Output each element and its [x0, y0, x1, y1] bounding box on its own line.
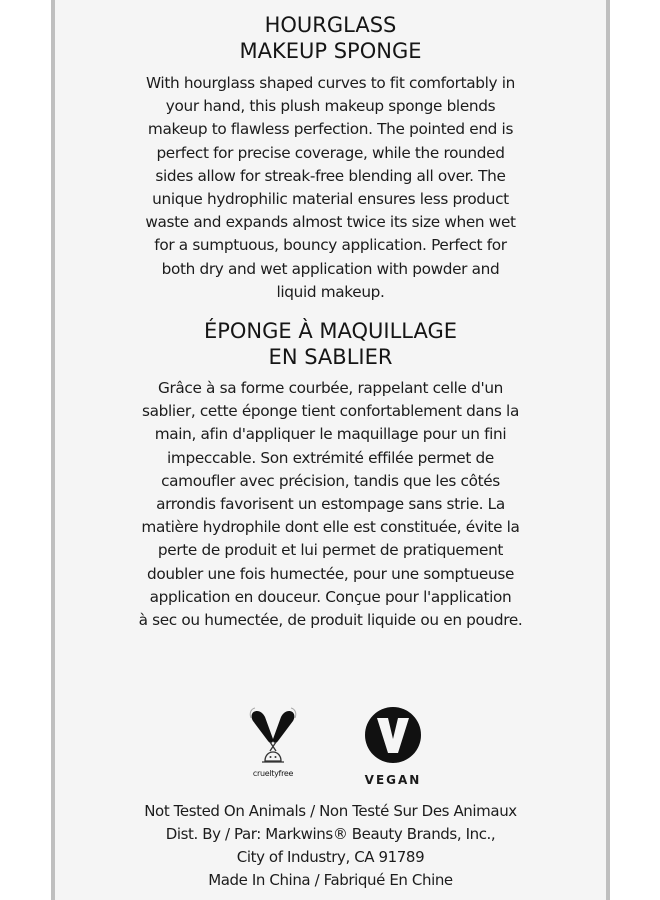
bunny-ears-icon: [248, 705, 298, 767]
english-description-line: both dry and wet application with powder and: [161, 259, 500, 278]
english-description-line: unique hydrophilic material ensures less product: [152, 190, 509, 209]
certification-badges: [55, 705, 606, 795]
english-description-line: perfect for precise coverage, while the rounded: [156, 143, 505, 162]
vegan-badge: [358, 705, 428, 787]
french-title: [55, 318, 606, 370]
french-description-line: perte de produit et lui permet de pratiquement: [157, 541, 504, 560]
english-description-line: liquid makeup.: [276, 282, 385, 301]
english-description-line: With hourglass shaped curves to fit comfortably in: [145, 74, 516, 92]
french-description-line: impeccable. Son extrémité effilée permet de: [167, 448, 494, 467]
cruelty-free-badge: [238, 705, 308, 778]
cruelty-free-label: crueltyfree: [252, 769, 294, 778]
english-title: [55, 12, 606, 64]
english-title-line: HOURGLASS: [264, 13, 397, 37]
french-description-line: matière hydrophile dont elle est constituée, évite la: [141, 518, 520, 537]
english-description-line: for a sumptuous, bouncy application. Perfect for: [154, 236, 507, 255]
vegan-v-icon: [363, 705, 423, 765]
label-footer: [55, 800, 606, 892]
french-description-line: sablier, cette éponge tient confortablement dans la: [142, 402, 519, 421]
distributor-line: Dist. By / Par: Markwins® Beauty Brands, Inc.,: [165, 825, 496, 843]
french-description-line: camoufler avec précision, tandis que les côtés: [161, 471, 500, 490]
vegan-label: VEGAN: [364, 773, 422, 787]
french-title-line: ÉPONGE À MAQUILLAGE: [203, 319, 458, 343]
french-title-line: EN SABLIER: [268, 345, 393, 369]
french-description-line: à sec ou humectée, de produit liquide ou en poudre.: [138, 611, 523, 630]
label-panel: [51, 0, 610, 900]
french-description: [55, 377, 606, 632]
english-description-line: your hand, this plush makeup sponge blends: [165, 97, 496, 116]
english-description-line: makeup to flawless perfection. The pointed end is: [147, 120, 514, 139]
animal-testing-statement: Not Tested On Animals / Non Testé Sur Des Animaux: [144, 802, 517, 820]
french-description-line: Grâce à sa forme courbée, rappelant celle d'un: [157, 379, 504, 397]
french-description-line: doubler une fois humectée, pour une somptueuse: [146, 564, 515, 583]
english-title-line: MAKEUP SPONGE: [239, 39, 422, 63]
french-description-line: application en douceur. Conçue pour l'application: [149, 587, 512, 606]
french-description-line: main, afin d'appliquer le maquillage pour un fini: [154, 425, 507, 444]
origin-statement: Made In China / Fabriqué En Chine: [208, 871, 453, 889]
french-description-line: arrondis favorisent un estompage sans strie. La: [156, 495, 505, 514]
english-description: [55, 72, 606, 304]
distributor-address: City of Industry, CA 91789: [236, 848, 425, 866]
english-description-line: sides allow for streak-free blending all over. The: [155, 166, 506, 185]
english-description-line: waste and expands almost twice its size when wet: [145, 213, 516, 232]
